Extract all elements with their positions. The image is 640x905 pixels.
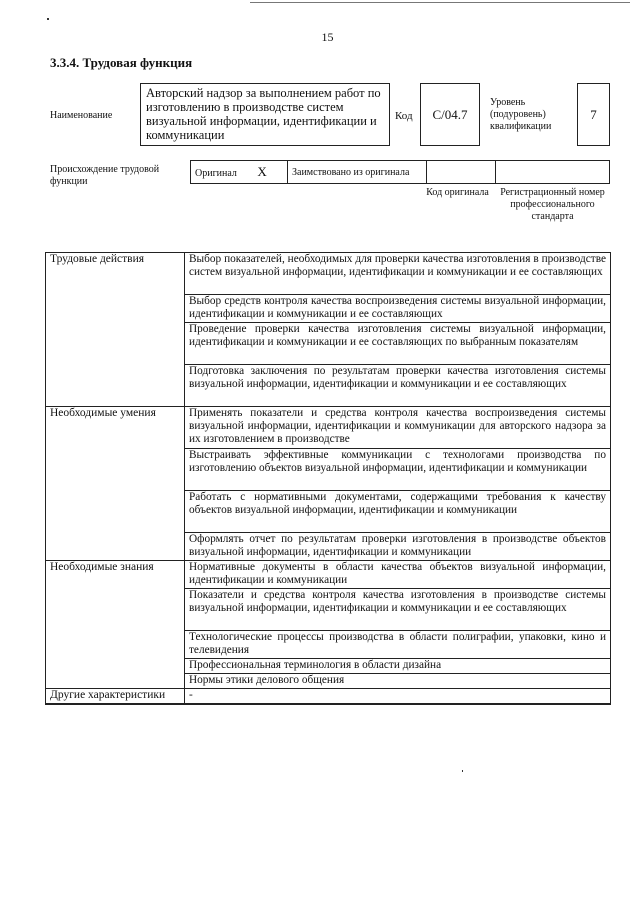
description-cell: Выбор показателей, необходимых для проверки качества изготовления в производстве систем визуальной информации, идентификации и коммуникации и ее составляющих bbox=[185, 253, 611, 295]
original-code-cell bbox=[427, 161, 496, 184]
function-name-box: Авторский надзор за выполнением работ по изготовлению в производстве систем визуальной информации, идентификации и коммуникации bbox=[140, 83, 390, 146]
original-label: Оригинал bbox=[195, 167, 237, 179]
function-details-table bbox=[45, 252, 611, 705]
description-cell: Проведение проверки качества изготовления системы визуальной информации, идентификации и коммуникации и ее составляющих по выбранным показателям bbox=[185, 323, 611, 365]
scan-speck bbox=[47, 18, 49, 20]
original-cell bbox=[191, 161, 288, 184]
scan-speck bbox=[462, 770, 463, 772]
code-label: Код bbox=[395, 110, 413, 122]
table-row bbox=[46, 689, 611, 705]
description-cell: Подготовка заключения по результатам проверки качества изготовления системы визуальной информации, идентификации и коммуникации и ее составляющих bbox=[185, 365, 611, 407]
category-cell: Необходимые знания bbox=[46, 561, 185, 689]
level-label: Уровень (подуровень) квалификации bbox=[490, 97, 552, 132]
origin-label: Происхождение трудовой функции bbox=[50, 164, 160, 187]
page-number: 15 bbox=[321, 30, 334, 44]
top-rule bbox=[250, 2, 630, 3]
registration-number-cell bbox=[496, 161, 610, 184]
original-mark: X bbox=[257, 163, 267, 179]
description-cell: Нормы этики делового общения bbox=[185, 674, 611, 689]
description-cell: Выбор средств контроля качества воспроизведения системы визуальной информации, идентификации и коммуникации и ее составляющих bbox=[185, 295, 611, 323]
description-cell: Показатели и средства контроля качества изготовления в производстве системы визуальной информации, идентификации и коммуникации и ее составляющих bbox=[185, 589, 611, 631]
origin-table bbox=[190, 160, 610, 184]
function-code-box: С/04.7 bbox=[420, 83, 480, 146]
description-cell: Оформлять отчет по результатам проверки изготовления в производстве объектов визуальной информации, идентификации и коммуникации bbox=[185, 533, 611, 561]
description-cell: Нормативные документы в области качества объектов визуальной информации, идентификации и коммуникации bbox=[185, 561, 611, 589]
table-row bbox=[46, 561, 611, 589]
registration-caption: Регистрационный номер профессионального стандарта bbox=[500, 187, 605, 222]
qualification-level-box: 7 bbox=[577, 83, 610, 146]
table-row bbox=[46, 253, 611, 295]
description-cell: Применять показатели и средства контроля качества воспроизведения системы визуальной информации, идентификации и коммуникации для авторского надзора за их изготовлением в производстве bbox=[185, 407, 611, 449]
section-heading: 3.3.4. Трудовая функция bbox=[50, 55, 193, 70]
name-label: Наименование bbox=[50, 110, 113, 121]
table-row bbox=[46, 407, 611, 449]
description-cell: Выстраивать эффективные коммуникации с технологами производства по изготовлению объектов визуальной информации, идентификации и коммуникации bbox=[185, 449, 611, 491]
code-caption: Код оригинала bbox=[426, 187, 489, 198]
description-cell: Технологические процессы производства в области полиграфии, упаковки, кино и телевидения bbox=[185, 631, 611, 659]
description-cell: - bbox=[185, 689, 611, 705]
borrowed-cell: Заимствовано из оригинала bbox=[288, 161, 427, 184]
description-cell: Профессиональная терминология в области дизайна bbox=[185, 659, 611, 674]
category-cell: Трудовые действия bbox=[46, 253, 185, 407]
category-cell: Необходимые умения bbox=[46, 407, 185, 561]
category-cell: Другие характеристики bbox=[46, 689, 185, 705]
description-cell: Работать с нормативными документами, содержащими требования к качеству объектов визуальной информации, идентификации и коммуникации bbox=[185, 491, 611, 533]
